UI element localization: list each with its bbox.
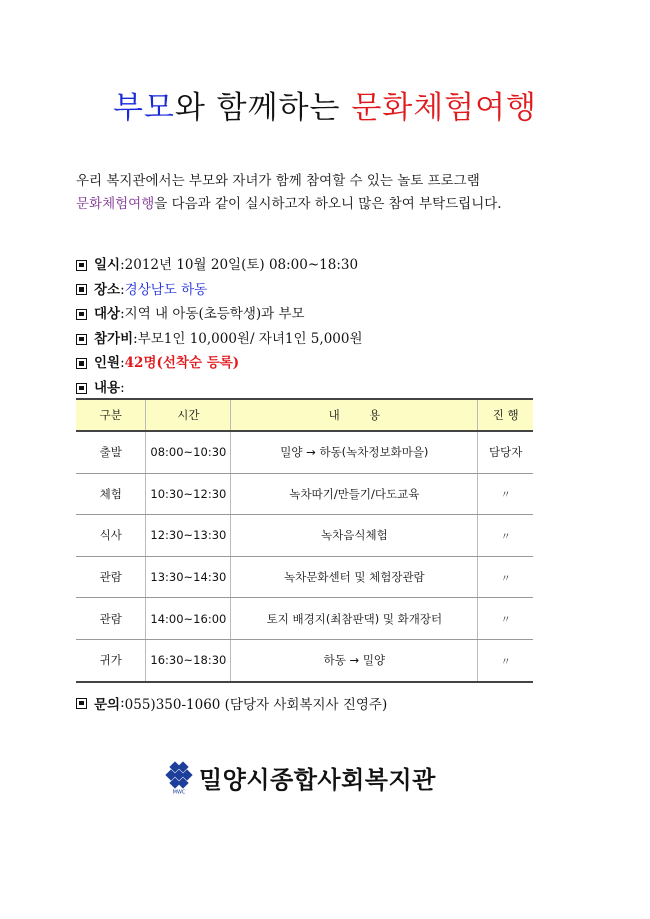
info-label: 장소 xyxy=(94,281,121,298)
table-cell: 밀양 → 하동(녹차정보화마을) xyxy=(231,431,478,473)
info-row-place xyxy=(76,278,363,303)
info-sep: : xyxy=(120,379,125,396)
info-sep: : xyxy=(120,257,125,273)
table-cell: 14:00~16:00 xyxy=(146,598,231,640)
organization-name: 밀양시종합사회복지관 xyxy=(199,766,436,794)
table-row xyxy=(76,431,533,473)
contact-line xyxy=(76,693,387,713)
info-value: 경상남도 하동 xyxy=(124,281,208,298)
table-header-cell: 내 용 xyxy=(231,399,478,431)
square-bullet-icon xyxy=(76,284,87,295)
contact-sep: : xyxy=(120,695,125,711)
contact-label: 문의 xyxy=(94,697,121,713)
table-cell: 녹차음식체험 xyxy=(231,515,478,557)
table-cell: 〃 xyxy=(478,515,533,557)
table-cell: 12:30~13:30 xyxy=(146,515,231,557)
intro-line-2-rest: 을 다음과 같이 실시하고자 하오니 많은 참여 부탁드립니다. xyxy=(154,196,502,212)
info-label: 일시 xyxy=(94,257,121,273)
table-row xyxy=(76,639,533,681)
table-cell: 16:30~18:30 xyxy=(146,639,231,681)
info-sep: : xyxy=(120,355,125,372)
organization-footer xyxy=(162,760,436,795)
table-cell: 〃 xyxy=(478,556,533,598)
square-bullet-icon xyxy=(76,358,87,369)
info-label: 인원 xyxy=(94,355,121,372)
intro-highlight: 문화체험여행 xyxy=(76,196,155,212)
table-cell: 녹차문화센터 및 체험장관람 xyxy=(231,556,478,598)
intro-paragraph xyxy=(76,170,576,216)
info-label: 대상 xyxy=(94,306,121,323)
square-bullet-icon xyxy=(76,334,87,345)
table-cell: 〃 xyxy=(478,639,533,681)
table-cell: 토지 배경지(최참판댁) 및 화개장터 xyxy=(231,598,478,640)
table-cell: 관람 xyxy=(76,556,146,598)
info-label: 참가비 xyxy=(94,330,134,347)
square-bullet-icon xyxy=(76,260,87,271)
table-cell: 08:00~10:30 xyxy=(146,431,231,473)
table-cell: 하동 → 밀양 xyxy=(231,639,478,681)
info-value: 2012년 10월 20일(토) 08:00~18:30 xyxy=(124,257,359,273)
table-cell: 식사 xyxy=(76,515,146,557)
square-bullet-icon xyxy=(76,383,87,394)
table-cell: 담당자 xyxy=(478,431,533,473)
info-list xyxy=(76,253,363,401)
info-row-content xyxy=(76,376,363,401)
table-header-row xyxy=(76,399,533,431)
page-title xyxy=(0,82,650,127)
info-sep: : xyxy=(133,330,138,347)
contact-value: 055)350-1060 (담당자 사회복지사 진영주) xyxy=(124,697,388,713)
square-bullet-icon xyxy=(76,698,87,709)
intro-line-2 xyxy=(76,193,576,216)
info-value: 지역 내 아동(초등학생)과 부모 xyxy=(124,306,305,323)
table-header-cell: 진 행 xyxy=(478,399,533,431)
info-label: 내용 xyxy=(94,379,121,396)
table-cell: 10:30~12:30 xyxy=(146,473,231,515)
table-row xyxy=(76,598,533,640)
table-cell: 녹차따기/만들기/다도교육 xyxy=(231,473,478,515)
table-header-cell: 구분 xyxy=(76,399,146,431)
info-sep: : xyxy=(120,306,125,323)
table-cell: 〃 xyxy=(478,598,533,640)
info-row-date xyxy=(76,253,363,278)
square-bullet-icon xyxy=(76,309,87,320)
table-cell: 귀가 xyxy=(76,639,146,681)
table-cell: 관람 xyxy=(76,598,146,640)
info-row-fee xyxy=(76,327,363,352)
info-value: 부모1인 10,000원/ 자녀1인 5,000원 xyxy=(137,330,363,347)
table-cell: 〃 xyxy=(478,473,533,515)
info-sep: : xyxy=(120,281,125,298)
title-part-middle: 와 함께하는 xyxy=(174,90,352,126)
table-row xyxy=(76,515,533,557)
info-value: 42명(선착순 등록) xyxy=(124,355,240,372)
table-header-cell: 시간 xyxy=(146,399,231,431)
intro-line-1: 우리 복지관에서는 부모와 자녀가 함께 참여할 수 있는 놀토 프로그램 xyxy=(76,173,480,189)
table-row xyxy=(76,556,533,598)
schedule-table xyxy=(76,398,533,683)
info-row-headcount xyxy=(76,351,363,376)
title-part-parents: 부모 xyxy=(112,90,175,126)
table-cell: 출발 xyxy=(76,431,146,473)
info-row-target xyxy=(76,302,363,327)
welfare-center-logo-icon xyxy=(162,761,196,795)
table-row xyxy=(76,473,533,515)
table-cell: 13:30~14:30 xyxy=(146,556,231,598)
title-part-trip: 문화체험여행 xyxy=(351,90,538,126)
table-cell: 체험 xyxy=(76,473,146,515)
logo-text: MWC xyxy=(172,789,186,795)
